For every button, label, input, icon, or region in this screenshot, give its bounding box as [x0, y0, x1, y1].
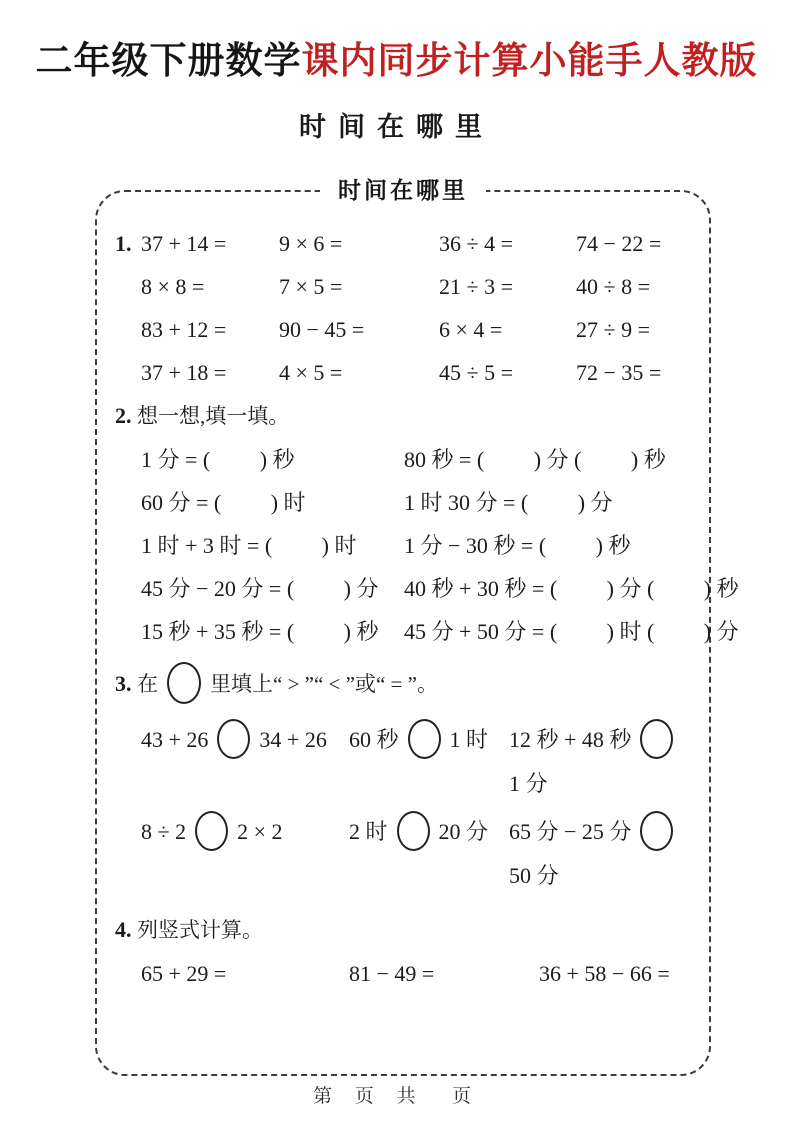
- comparison-item: [141, 810, 349, 898]
- fill-blank-row: [115, 489, 693, 517]
- math-problem: 40 ÷ 8 =: [576, 274, 650, 299]
- section-instruction-pre: 在: [137, 672, 158, 696]
- problem-row: [115, 960, 693, 988]
- section-number-spacer: [115, 575, 141, 603]
- math-problem: 83 + 12 =: [141, 317, 227, 342]
- page-footer: 第 页 共 页: [312, 1086, 480, 1107]
- math-problem: 37 + 14 =: [141, 231, 227, 256]
- math-problem: 21 ÷ 3 =: [439, 274, 513, 299]
- comparison-left: 60 秒: [349, 727, 399, 752]
- section-number-spacer: [115, 810, 141, 898]
- section-instruction-post: 里填上“ > ”“ < ”或“ = ”。: [210, 672, 438, 696]
- comparison-right: 34 + 26: [259, 727, 327, 752]
- comparison-item: [509, 718, 693, 806]
- section-number-spacer: [115, 718, 141, 806]
- section-number-spacer: [115, 489, 141, 517]
- math-problem: 45 ÷ 5 =: [439, 360, 513, 385]
- comparison-left: 65 分 − 25 分: [509, 819, 632, 844]
- fill-blank-item: 1 分 = ( ) 秒: [141, 447, 295, 472]
- page-title-black: 二年级下册数学: [35, 40, 302, 81]
- circle-blank-icon: [167, 662, 201, 704]
- problem-row: [115, 273, 693, 301]
- fill-blank-row: [115, 446, 693, 474]
- comparison-item: [141, 718, 349, 806]
- section-4-heading: [115, 916, 693, 944]
- section-number-spacer: [115, 359, 141, 387]
- fill-blank-item: 80 秒 = ( ) 分 ( ) 秒: [404, 447, 666, 472]
- section-number-spacer: [115, 618, 141, 646]
- page-title: [0, 0, 793, 82]
- comparison-item: [349, 810, 509, 898]
- circle-blank-icon: [195, 811, 228, 851]
- fill-blank-row: [115, 618, 739, 646]
- math-problem: 74 − 22 =: [576, 231, 662, 256]
- section-3-heading: [115, 662, 693, 706]
- math-problem: 27 ÷ 9 =: [576, 317, 650, 342]
- comparison-left: 2 时: [349, 819, 388, 844]
- comparison-right: 1 分: [509, 771, 548, 796]
- math-problem: 72 − 35 =: [576, 360, 662, 385]
- section-4: [115, 916, 693, 988]
- box-title: 时间在哪里: [320, 175, 486, 205]
- fill-blank-row: [115, 575, 739, 603]
- comparison-row: [115, 718, 693, 806]
- fill-blank-item: 60 分 = ( ) 时: [141, 490, 306, 515]
- section-number: 1.: [115, 231, 132, 256]
- comparison-row: [115, 810, 693, 898]
- math-problem: 4 × 5 =: [279, 360, 343, 385]
- comparison-right: 1 时: [449, 727, 489, 752]
- fill-blank-item: 15 秒 + 35 秒 = ( ) 秒: [141, 619, 379, 644]
- fill-blank-item: 1 分 − 30 秒 = ( ) 秒: [404, 533, 631, 558]
- section-number-spacer: [115, 446, 141, 474]
- problem-row: [115, 359, 693, 387]
- circle-blank-icon: [640, 811, 673, 851]
- circle-blank-icon: [217, 719, 250, 759]
- math-problem: 36 ÷ 4 =: [439, 231, 513, 256]
- math-problem: 7 × 5 =: [279, 274, 343, 299]
- section-2-heading: [115, 402, 693, 430]
- fill-blank-item: 1 时 30 分 = ( ) 分: [404, 490, 613, 515]
- section-number: 4.: [115, 917, 132, 942]
- fill-blank-item: 40 秒 + 30 秒 = ( ) 分 ( ) 秒: [404, 576, 739, 601]
- section-number-spacer: [115, 273, 141, 301]
- section-instruction: 列竖式计算。: [137, 918, 263, 942]
- comparison-right: 50 分: [509, 863, 559, 888]
- math-problem: 8 × 8 =: [141, 274, 205, 299]
- comparison-left: 12 秒 + 48 秒: [509, 727, 632, 752]
- comparison-right: 20 分: [438, 819, 489, 844]
- section-instruction: 想一想,填一填。: [137, 404, 290, 428]
- comparison-item: [509, 810, 693, 898]
- math-problem: 65 + 29 =: [141, 961, 227, 986]
- worksheet-box: [95, 177, 739, 1076]
- circle-blank-icon: [397, 811, 430, 851]
- math-problem: 6 × 4 =: [439, 317, 503, 342]
- section-number: 2.: [115, 403, 132, 428]
- math-problem: 37 + 18 =: [141, 360, 227, 385]
- section-3: [115, 662, 693, 898]
- page-title-red: 课内同步计算小能手人教版: [301, 40, 758, 81]
- section-number-spacer: [115, 532, 141, 560]
- circle-blank-icon: [640, 719, 673, 759]
- math-problem: 36 + 58 − 66 =: [539, 961, 670, 986]
- fill-blank-item: 45 分 − 20 分 = ( ) 分: [141, 576, 379, 601]
- fill-blank-item: 45 分 + 50 分 = ( ) 时 ( ) 分: [404, 619, 739, 644]
- math-problem: 90 − 45 =: [279, 317, 365, 342]
- section-number-spacer: [115, 316, 141, 344]
- fill-blank-item: 1 时 + 3 时 = ( ) 时: [141, 533, 357, 558]
- math-problem: 81 − 49 =: [349, 961, 435, 986]
- circle-blank-icon: [408, 719, 441, 759]
- section-1: [115, 230, 693, 387]
- section-number: 3.: [115, 671, 132, 696]
- comparison-right: 2 × 2: [237, 819, 283, 844]
- comparison-left: 8 ÷ 2: [141, 819, 187, 844]
- lesson-title: 时间在哪里: [299, 112, 494, 142]
- section-2: [115, 402, 739, 646]
- fill-blank-row: [115, 532, 693, 560]
- problem-row: [115, 316, 693, 344]
- math-problem: 9 × 6 =: [279, 231, 343, 256]
- problem-row: [115, 230, 693, 258]
- comparison-item: [349, 718, 509, 806]
- section-number-spacer: [115, 960, 141, 988]
- comparison-left: 43 + 26: [141, 727, 209, 752]
